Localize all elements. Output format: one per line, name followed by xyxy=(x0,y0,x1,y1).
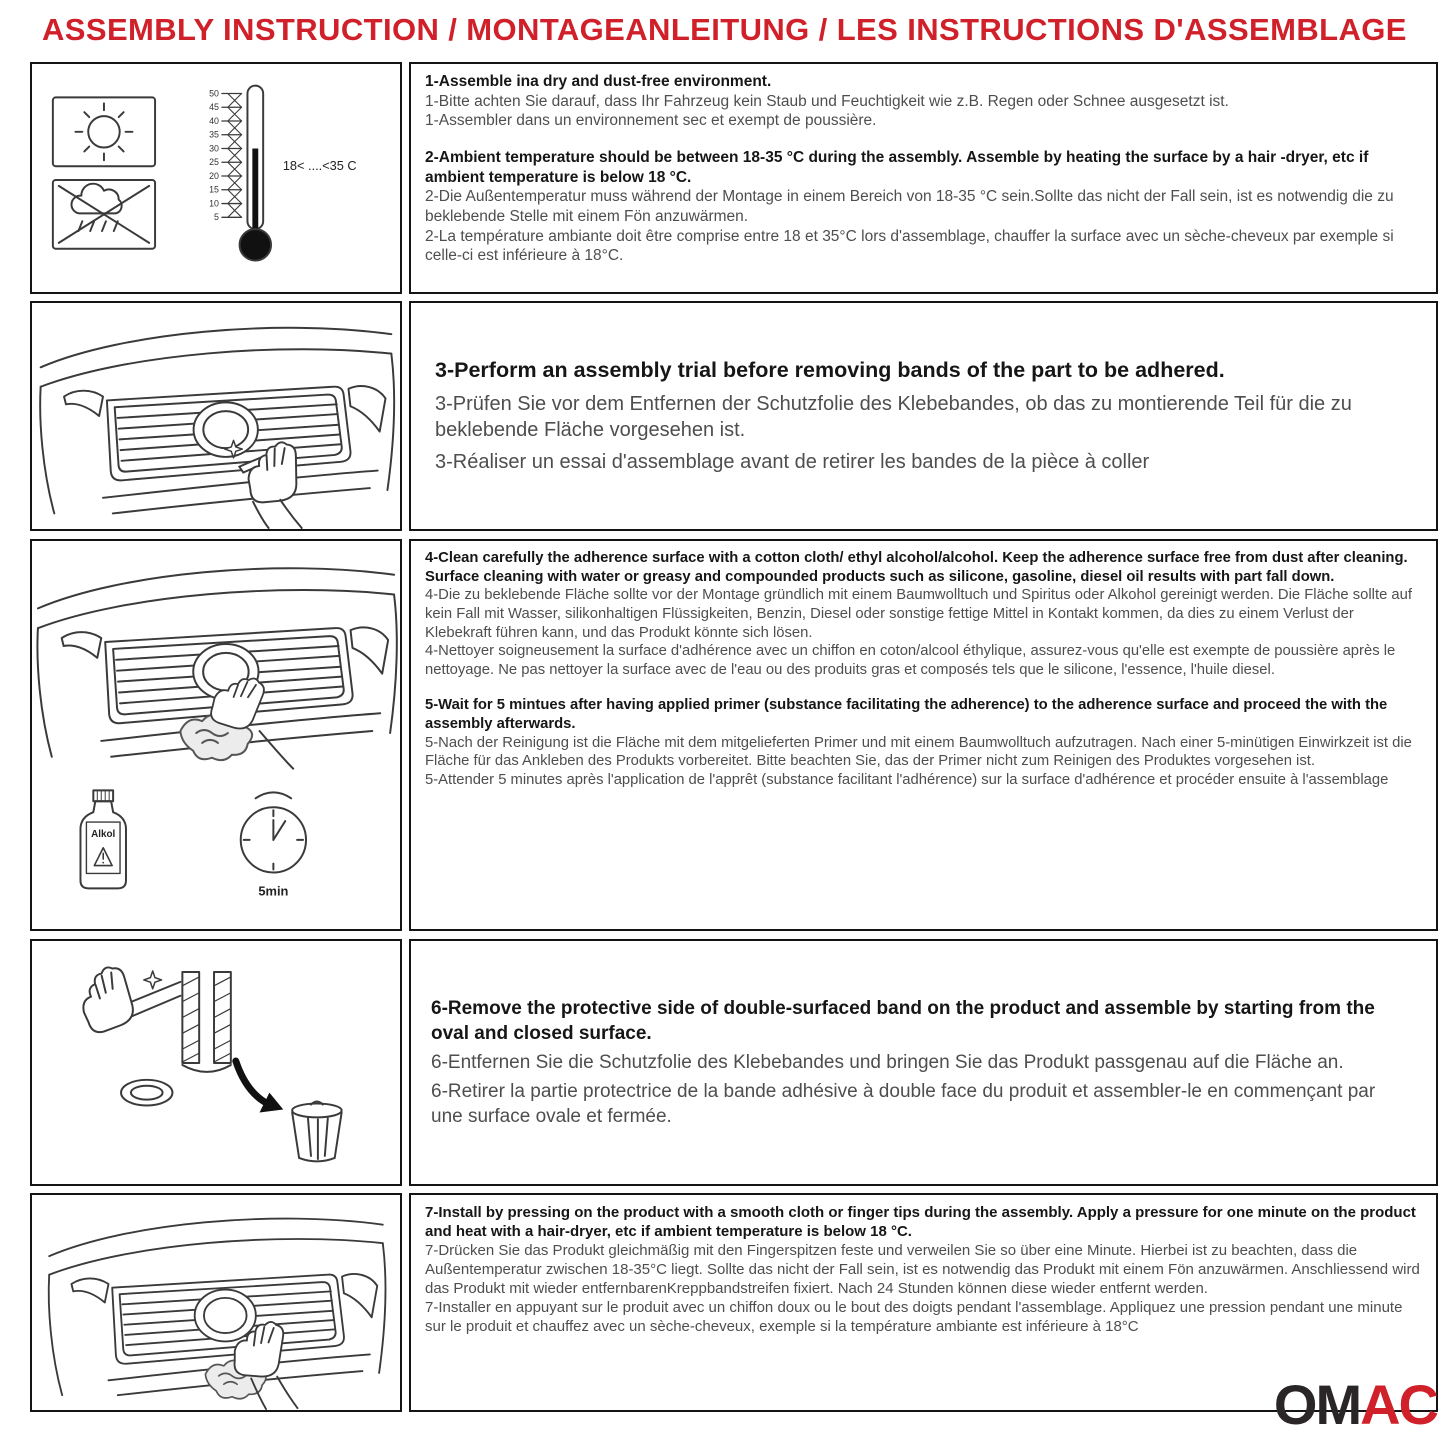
instruction-en: 5-Wait for 5 mintues after having applied primer (substance facilitating the adherence) to the adherence surface and proceed the with the assembly afterwards. xyxy=(425,697,1388,733)
instruction-de: 4-Die zu beklebende Fläche sollte vor der Montage gründlich mit einem Baumwolltuch und Spiritus oder Alkohol gereinigt werden. Die Fläche sollte auf kein Fall mit Wasser, silikonhaltigen Flüssigkeiten, Benzin, Diesel oder sonstige fettige Mittel in Kontakt kommen, da dies zu einem Verlust der Klebekraft führen kann, und das Produkt könnte sich lösen. xyxy=(425,587,1412,641)
illustration-assembly-trial xyxy=(30,301,402,531)
illustration-pressing xyxy=(30,1193,402,1412)
no-rain-icon xyxy=(59,184,149,243)
instruction-de: 7-Drücken Sie das Produkt gleichmäßig mit den Fingerspitzen feste und verweilen Sie so über eine Minute. Hierbei ist zu beachten, dass die Außentemperatur zwischen 18-35°C liegt. Sollte das nicht der Fall sein, ist es notwendig das Produkt mit einem Fön anzuwärmen. Anschliessend wird das Produkt mit wieder entfernbarenKreppbandstreifen fixiert. Nach 24 Stunden können diese wieder entfernt werden. xyxy=(425,1242,1420,1298)
instruction-fr: 6-Retirer la partie protectrice de la bande adhésive à double face du produit et assembler-le en commençant par une surface ovale et fermée. xyxy=(431,1081,1376,1128)
illustration-environment xyxy=(30,62,402,294)
hand-icon xyxy=(240,439,307,508)
svg-text:35: 35 xyxy=(209,129,219,140)
page-title: ASSEMBLY INSTRUCTION / MONTAGEANLEITUNG / LES INSTRUCTIONS D'ASSEMBLAGE xyxy=(42,12,1407,47)
instruction-en: 4-Clean carefully the adherence surface with a cotton cloth/ ethyl alcohol/alcohol. Keep the adherence surface free from dust after cleaning. Surface cleaning with water or greasy and compounded products such as silicone, gasoline, diesel oil results with part fall down. xyxy=(425,550,1408,585)
section-4-text xyxy=(409,939,1438,1186)
omac-logo xyxy=(1273,1373,1437,1436)
instruction-de: 5-Nach der Reinigung ist die Fläche mit dem mitgelieferten Primer und mit einem Baumwolltuch aufzutragen. Nach einer 5-minütigen Einwirkzeit ist die Fläche für das Ankleben des Produkts vorbereitet. Bitte beachten Sie, das der Primer nicht zum Reinigen des Produktes vorgesehen ist. xyxy=(425,734,1412,770)
section-3-text xyxy=(409,539,1438,931)
instruction-fr: 1-Assembler dans un environnement sec et exempt de poussière. xyxy=(425,112,877,130)
svg-text:30: 30 xyxy=(209,143,219,154)
instruction-en: 1-Assemble ina dry and dust-free environment. xyxy=(425,73,772,90)
arm-lines xyxy=(253,500,302,528)
instruction-en: 3-Perform an assembly trial before removing bands of the part to be adhered. xyxy=(435,358,1225,383)
instruction-de: 2-Die Außentemperatur muss während der Montage in einem Bereich von 18-35 °C sein.Sollte das nicht der Fall sein, ist es notwendig die zu beklebende Stelle mit einem Fön anzuwärmen. xyxy=(425,188,1394,226)
car-grille-illustration xyxy=(40,328,394,514)
instruction-fr: 2-La température ambiante doit être comprise entre 18 et 35°C lors d'assemblage, chauffer la surface avec un sèche-cheveux par exemple si celle-ci est inférieure à 18°C. xyxy=(425,227,1394,265)
illustration-remove-band xyxy=(30,939,402,1186)
svg-text:10: 10 xyxy=(209,198,219,209)
arm-lines xyxy=(260,731,294,769)
svg-text:25: 25 xyxy=(209,157,219,168)
instruction-en: 6-Remove the protective side of double-surfaced band on the product and assemble by starting from the oval and closed surface. xyxy=(431,997,1375,1044)
instruction-fr: 4-Nettoyer soigneusement la surface d'adhérence avec un chiffon en coton/alcool éthylique, assurez-vous qu'elle est exempte de poussière après le nettoyage. Ne pas nettoyer la surface avec de l'eau ou des produits gras et composés tels que le silicone, l'essence, l'huile diesel. xyxy=(425,643,1396,678)
instruction-fr: 3-Réaliser un essai d'assemblage avant de retirer les bandes de la pièce à coller xyxy=(435,451,1150,474)
temp-range-label: 18< ....<35 C xyxy=(282,158,357,174)
thermometer-scale xyxy=(209,88,219,222)
arrow-icon xyxy=(236,1061,283,1112)
svg-text:50: 50 xyxy=(209,88,219,99)
svg-text:20: 20 xyxy=(209,170,219,181)
thermometer-icon xyxy=(222,86,271,261)
sparkle-icon xyxy=(144,971,162,989)
instruction-de: 3-Prüfen Sie vor dem Entfernen der Schutzfolie des Klebebandes, ob das zu montierende Teil für die zu beklebende Fläche vorgesehen ist. xyxy=(435,392,1352,441)
svg-text:45: 45 xyxy=(209,102,219,113)
section-1-text xyxy=(409,62,1438,294)
clock-icon xyxy=(241,792,306,872)
instruction-fr: 7-Installer en appuyant sur le produit avec un chiffon doux ou le bout des doigts pendant l'assemblage. Appliquez une pression pendant une minute sur le produit et chauffez avec un sèche-cheveux, exemple si la température ambiante est inférieure à 18°C xyxy=(425,1299,1403,1336)
omac-logo-black-part: OM xyxy=(1273,1373,1361,1436)
svg-text:5: 5 xyxy=(214,212,219,223)
trash-bin-icon xyxy=(292,1102,341,1162)
instruction-fr: 5-Attender 5 minutes après l'application de l'apprêt (substance facilitant l'adhérence) sur la surface d'adhérence et procéder ensuite à l'assemblage xyxy=(425,772,1389,789)
product-strips xyxy=(121,972,231,1106)
sun-icon xyxy=(75,103,132,160)
svg-text:40: 40 xyxy=(209,115,219,126)
bottle-label: Alkol xyxy=(91,828,116,840)
svg-text:15: 15 xyxy=(209,184,219,195)
section-2-text xyxy=(409,301,1438,531)
clock-label: 5min xyxy=(258,883,289,899)
instruction-de: 1-Bitte achten Sie darauf, dass Ihr Fahrzeug kein Staub und Feuchtigkeit wie z.B. Regen oder Schnee ausgesetzt ist. xyxy=(425,92,1229,110)
illustration-cleaning xyxy=(30,539,402,931)
instruction-en: 7-Install by pressing on the product with a smooth cloth or finger tips during the assembly. Apply a pressure for one minute on the product and heat with a hair-dryer, etc if ambient temperature is below 18 °C. xyxy=(425,1204,1416,1241)
instruction-en: 2-Ambient temperature should be between 18-35 °C during the assembly. Assemble by heating the surface by a hair -dryer, etc if ambient temperature is below 18 °C. xyxy=(425,149,1369,186)
omac-logo-red-part: AC xyxy=(1360,1373,1437,1436)
instruction-de: 6-Entfernen Sie die Schutzfolie des Klebebandes und bringen Sie das Produkt passgenau auf die Fläche an. xyxy=(431,1051,1344,1073)
